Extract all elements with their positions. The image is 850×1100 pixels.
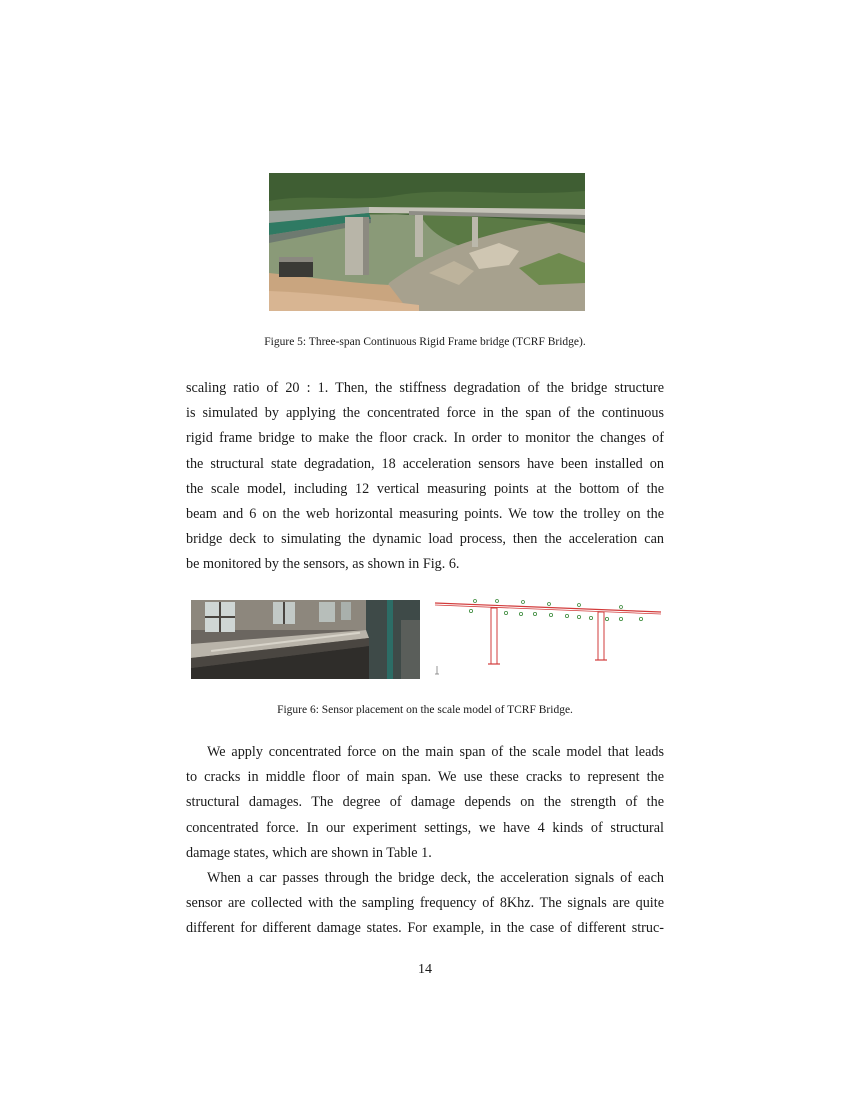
text-line: structural damages. The degree of damage depends on the strength of the: [186, 794, 664, 811]
text-line: damage states, which are shown in Table 1.: [186, 844, 432, 861]
figure-6-sensor-diagram: [431, 598, 664, 680]
figure-5-bridge-photo: [269, 173, 585, 311]
text-line: the structural state degradation, 18 acceleration sensors have been installed on: [186, 455, 664, 472]
text-line: to cracks in middle floor of main span. We use these cracks to represent the: [186, 769, 664, 786]
text-line: is simulated by applying the concentrated force in the span of the continuous: [186, 405, 664, 422]
text-line: the scale model, including 12 vertical measuring points at the bottom of the: [186, 480, 664, 497]
scale-model-photo-illustration: [191, 600, 420, 679]
text-line: bridge deck to simulating the dynamic load process, then the acceleration can: [186, 531, 664, 548]
text-line: rigid frame bridge to make the floor crack. In order to monitor the changes of: [186, 430, 664, 447]
bridge-photo-illustration: [269, 173, 585, 311]
figure-6-scale-model-photo: [191, 600, 420, 679]
text-line: different for different damage states. For example, in the case of different struc-: [186, 920, 664, 937]
text-line: beam and 6 on the web horizontal measuring points. We tow the trolley on the: [186, 506, 664, 523]
paragraph-2: [186, 740, 664, 866]
text-line: sensor are collected with the sampling frequency of 8Khz. The signals are quite: [186, 895, 664, 912]
paragraph-1: [186, 376, 664, 578]
text-line: be monitored by the sensors, as shown in Fig. 6.: [186, 556, 460, 573]
sensor-layout-diagram: [431, 598, 664, 680]
text-line: We apply concentrated force on the main span of the scale model that leads: [207, 744, 664, 760]
text-line: concentrated force. In our experiment settings, we have 4 kinds of structural: [186, 819, 664, 836]
text-line: scaling ratio of 20 : 1. Then, the stiffness degradation of the bridge structure: [186, 380, 664, 396]
paragraph-3: [186, 866, 664, 942]
page-number: 14: [418, 962, 432, 977]
figure-6-caption: Figure 6: Sensor placement on the scale model of TCRF Bridge.: [277, 704, 573, 716]
figure-5-caption: Figure 5: Three-span Continuous Rigid Frame bridge (TCRF Bridge).: [264, 336, 586, 348]
text-line: When a car passes through the bridge deck, the acceleration signals of each: [207, 870, 664, 886]
